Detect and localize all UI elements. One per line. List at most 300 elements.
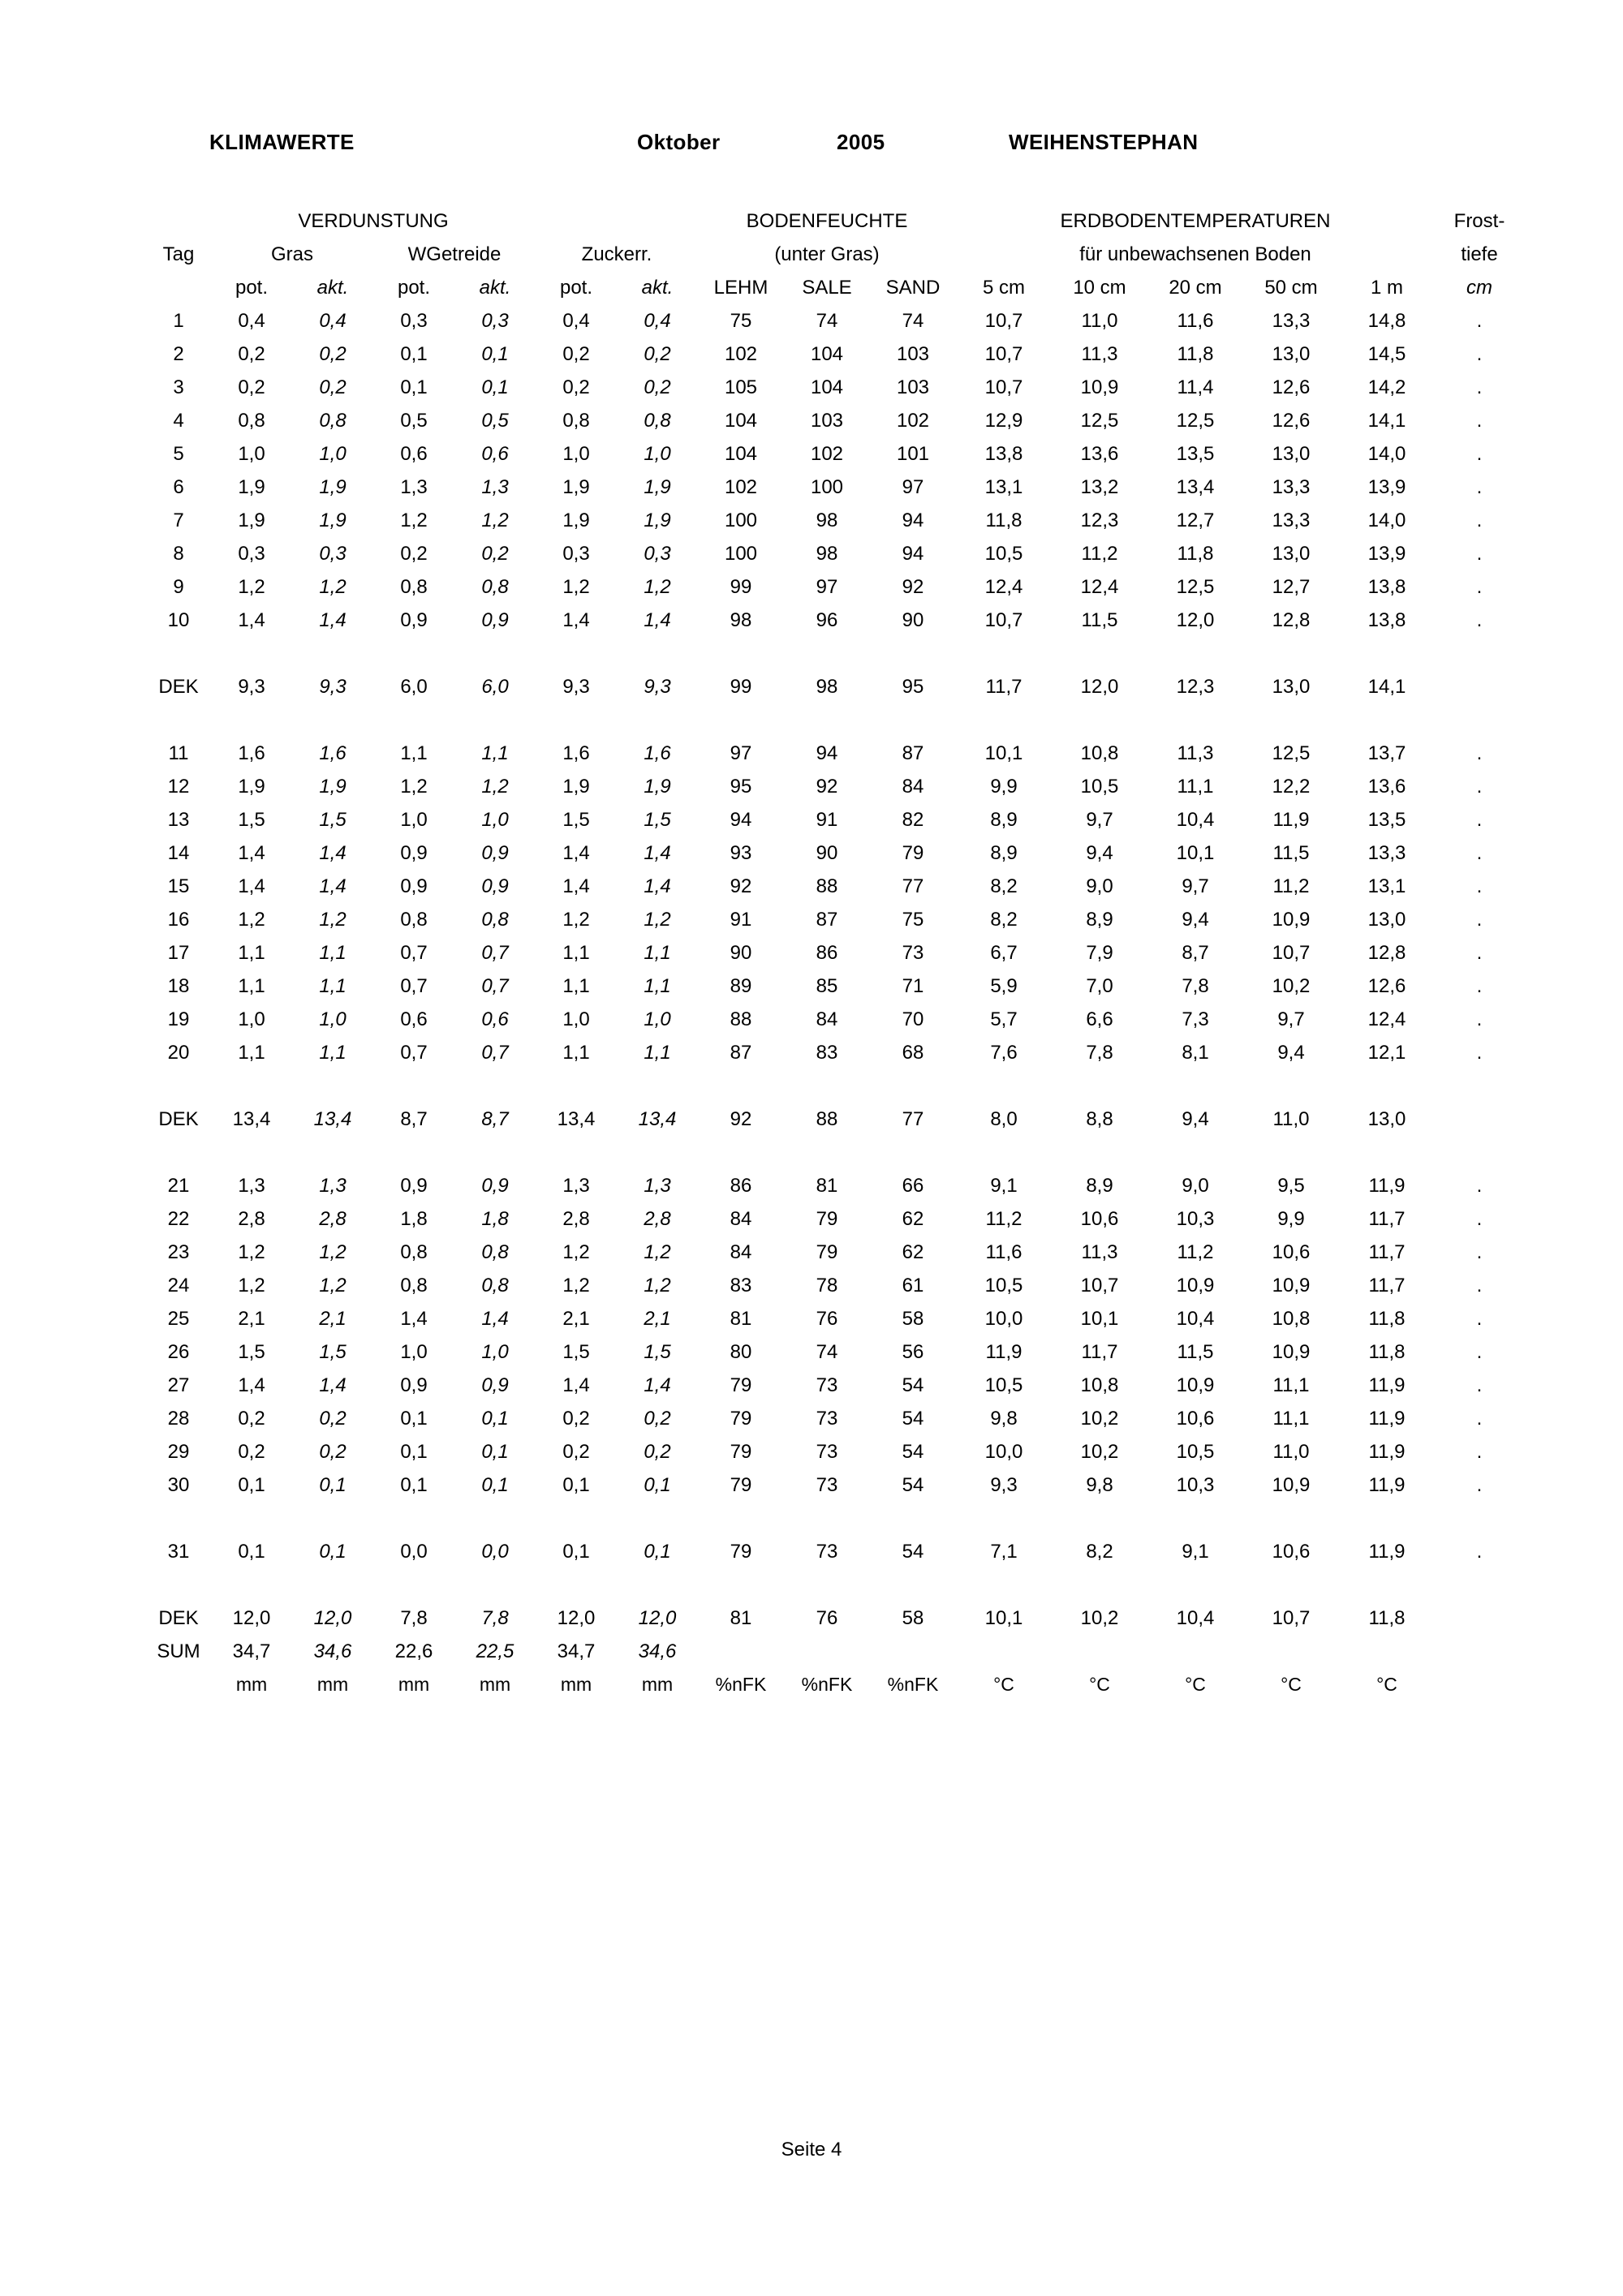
table-row [144, 570, 1524, 604]
cell-sale: 73 [816, 1541, 838, 1563]
cell-sand: 82 [902, 809, 924, 831]
cell-1m: 13,8 [1367, 609, 1406, 631]
cell-20cm: 8,7 [1182, 942, 1209, 964]
cell-lehm: 79 [730, 1474, 752, 1496]
cell-10cm: 11,2 [1081, 543, 1118, 565]
cell-zuckerr-akt: 1,9 [644, 510, 671, 531]
spacer-cell [144, 1568, 1524, 1602]
cell-zuckerr-pot: 0,2 [562, 1408, 590, 1430]
cell-sand: 103 [896, 343, 930, 365]
table-row [144, 1468, 1524, 1502]
cell-lehm: 105 [724, 376, 758, 398]
cell-gras-pot: 0,8 [238, 410, 265, 432]
cell-gras-pot: 1,1 [238, 975, 265, 997]
empty-cell [536, 204, 617, 238]
cell-5cm: 7,6 [990, 1042, 1018, 1064]
row-label: 26 [167, 1341, 190, 1363]
cell-wgetreide-akt: 6,0 [481, 676, 509, 698]
cell-lehm: 84 [730, 1241, 752, 1263]
cell-wgetreide-akt: 1,0 [481, 809, 509, 831]
cell-5cm: 9,9 [990, 776, 1018, 798]
cell-wgetreide-akt: 0,9 [481, 609, 509, 631]
cell-1m: 13,6 [1367, 776, 1406, 798]
cell-zuckerr-pot: 0,2 [562, 1441, 590, 1463]
table-row [144, 903, 1524, 936]
cell-10cm: 11,3 [1081, 1241, 1118, 1263]
cell-lehm: 98 [730, 609, 752, 631]
title-klimawerte: KLIMAWERTE [209, 130, 355, 154]
cell-20cm: 13,5 [1176, 443, 1215, 465]
cell-zuckerr-pot: 1,4 [562, 1374, 590, 1396]
cell-gras-akt: 1,4 [319, 609, 347, 631]
cell-wgetreide-akt: 0,5 [481, 410, 509, 432]
cell-frosttiefe: . [1476, 1042, 1483, 1064]
cell-10cm: 13,6 [1080, 443, 1119, 465]
cell-gras-akt: 0,1 [319, 1541, 347, 1563]
cell-50cm [1243, 1635, 1339, 1668]
cell-10cm: 12,3 [1080, 510, 1119, 531]
cell-gras-akt: 1,2 [319, 576, 347, 598]
cell-zuckerr-pot: 1,0 [562, 443, 590, 465]
cell-frosttiefe: . [1476, 1208, 1483, 1230]
cell-1m: 11,9 [1368, 1474, 1406, 1496]
col-header-sale: SALE [802, 277, 852, 299]
cell-wgetreide-akt: 0,7 [481, 1042, 509, 1064]
row-label: DEK [158, 676, 199, 698]
cell-50cm: 9,9 [1277, 1208, 1305, 1230]
cell-sale: 97 [816, 576, 838, 598]
cell-zuckerr-pot: 1,2 [562, 576, 590, 598]
cell-gras-akt: 12,0 [313, 1607, 352, 1629]
row-label: 4 [173, 410, 184, 432]
cell-zuckerr-pot: 0,3 [562, 543, 590, 565]
cell-50cm: 13,0 [1272, 343, 1311, 365]
cell-sand: 75 [902, 909, 924, 931]
cell-50cm: 13,3 [1272, 476, 1311, 498]
cell-gras-akt: 9,3 [319, 676, 347, 698]
col-header-lehm: LEHM [713, 277, 768, 299]
cell-sale: 92 [816, 776, 838, 798]
cell-frosttiefe: . [1476, 410, 1483, 432]
cell-wgetreide-pot: 0,7 [400, 1042, 428, 1064]
cell-sale: 73 [816, 1474, 838, 1496]
cell-1m: 11,8 [1368, 1308, 1406, 1330]
cell-sand: 94 [902, 510, 924, 531]
cell-zuckerr-pot: 0,4 [562, 310, 590, 332]
unit-20cm: °C [1185, 1674, 1206, 1695]
header-unbewachsen: für unbewachsenen Boden [1079, 243, 1311, 265]
cell-50cm: 10,9 [1272, 1275, 1311, 1296]
cell-zuckerr-pot: 1,9 [562, 476, 590, 498]
cell-gras-akt: 1,6 [319, 742, 347, 764]
cell-50cm: 9,7 [1277, 1008, 1305, 1030]
unit-lehm: %nFK [715, 1674, 767, 1695]
row-spacer [144, 1568, 1524, 1602]
cell-lehm [698, 1635, 784, 1668]
cell-frosttiefe: . [1476, 476, 1483, 498]
cell-20cm: 7,8 [1182, 975, 1209, 997]
cell-wgetreide-akt: 0,9 [481, 1175, 509, 1197]
cell-frosttiefe: . [1476, 510, 1483, 531]
cell-50cm: 10,9 [1272, 1341, 1311, 1363]
cell-50cm: 10,6 [1272, 1241, 1311, 1263]
cell-wgetreide-pot: 0,6 [400, 443, 428, 465]
col-header-frost-unit: cm [1466, 277, 1492, 299]
cell-wgetreide-pot: 22,6 [394, 1640, 433, 1662]
cell-wgetreide-akt: 1,8 [481, 1208, 509, 1230]
cell-wgetreide-pot: 0,1 [400, 1474, 428, 1496]
cell-50cm: 10,6 [1272, 1541, 1311, 1563]
table-units-row [144, 1668, 1524, 1701]
cell-50cm: 10,8 [1272, 1308, 1311, 1330]
table-sub-header-row [144, 238, 1524, 271]
cell-frosttiefe: . [1476, 975, 1483, 997]
row-label: 10 [167, 609, 190, 631]
cell-wgetreide-pot: 0,1 [400, 1408, 428, 1430]
row-label: 18 [167, 975, 190, 997]
cell-wgetreide-akt: 0,7 [481, 942, 509, 964]
row-label: 2 [173, 343, 184, 365]
cell-lehm: 99 [730, 676, 752, 698]
cell-10cm: 10,9 [1080, 376, 1119, 398]
cell-lehm: 100 [724, 510, 758, 531]
cell-gras-pot: 1,5 [238, 809, 265, 831]
col-header-gras-akt: akt. [316, 277, 349, 299]
table-row [144, 1169, 1524, 1202]
row-label: 14 [167, 842, 190, 864]
cell-lehm: 84 [730, 1208, 752, 1230]
cell-gras-akt: 1,5 [319, 809, 347, 831]
cell-zuckerr-akt: 0,1 [644, 1474, 671, 1496]
cell-lehm: 75 [730, 310, 752, 332]
cell-5cm: 10,0 [984, 1441, 1023, 1463]
row-label: 3 [173, 376, 184, 398]
cell-gras-pot: 1,9 [238, 776, 265, 798]
row-label: SUM [157, 1640, 200, 1662]
cell-1m: 13,0 [1367, 1108, 1406, 1130]
table-row [144, 338, 1524, 371]
table-row [144, 537, 1524, 570]
cell-gras-akt: 1,1 [319, 975, 347, 997]
cell-10cm: 11,5 [1081, 609, 1118, 631]
cell-20cm: 12,3 [1176, 676, 1215, 698]
cell-wgetreide-pot: 1,1 [400, 742, 428, 764]
row-label: 19 [167, 1008, 190, 1030]
cell-gras-akt: 13,4 [313, 1108, 352, 1130]
cell-wgetreide-akt: 0,7 [481, 975, 509, 997]
cell-20cm: 12,5 [1176, 576, 1215, 598]
cell-50cm: 10,7 [1272, 942, 1311, 964]
group-header-frost-line2: tiefe [1461, 243, 1498, 265]
cell-zuckerr-pot: 0,8 [562, 410, 590, 432]
cell-zuckerr-akt: 1,0 [644, 1008, 671, 1030]
cell-50cm: 12,2 [1272, 776, 1311, 798]
cell-lehm: 100 [724, 543, 758, 565]
cell-gras-akt: 1,3 [319, 1175, 347, 1197]
cell-10cm: 6,6 [1086, 1008, 1113, 1030]
row-label: 29 [167, 1441, 190, 1463]
cell-wgetreide-pot: 0,8 [400, 576, 428, 598]
cell-1m: 11,7 [1368, 1275, 1406, 1296]
cell-gras-pot: 1,2 [238, 909, 265, 931]
cell-20cm [1147, 1635, 1243, 1668]
table-row [144, 504, 1524, 537]
cell-sale: 98 [816, 676, 838, 698]
cell-zuckerr-pot: 1,5 [562, 1341, 590, 1363]
cell-20cm: 9,4 [1182, 909, 1209, 931]
table-row [144, 936, 1524, 970]
cell-gras-pot: 2,1 [238, 1308, 265, 1330]
spacer-cell [144, 1069, 1524, 1103]
cell-frosttiefe: . [1476, 842, 1483, 864]
row-label: 24 [167, 1275, 190, 1296]
cell-50cm: 12,5 [1272, 742, 1311, 764]
cell-frosttiefe: . [1476, 1541, 1483, 1563]
title-station: WEIHENSTEPHAN [1009, 130, 1199, 154]
cell-wgetreide-pot: 0,8 [400, 1275, 428, 1296]
group-header-verdunstung: VERDUNSTUNG [298, 210, 449, 232]
cell-sand: 97 [902, 476, 924, 498]
cell-lehm: 79 [730, 1541, 752, 1563]
cell-sale: 85 [816, 975, 838, 997]
cell-gras-akt: 0,2 [319, 343, 347, 365]
cell-frosttiefe: . [1476, 942, 1483, 964]
cell-zuckerr-pot: 1,0 [562, 1008, 590, 1030]
cell-20cm: 7,3 [1182, 1008, 1209, 1030]
cell-frosttiefe: . [1476, 809, 1483, 831]
table-row [144, 870, 1524, 903]
cell-lehm: 89 [730, 975, 752, 997]
cell-20cm: 10,9 [1176, 1374, 1215, 1396]
cell-5cm: 8,9 [990, 809, 1018, 831]
cell-frosttiefe: . [1476, 609, 1483, 631]
cell-gras-pot: 0,1 [238, 1474, 265, 1496]
empty-cell [144, 204, 211, 238]
cell-zuckerr-akt: 1,2 [644, 576, 671, 598]
title-month: Oktober [637, 130, 721, 154]
unit-5cm: °C [993, 1674, 1014, 1695]
cell-20cm: 12,7 [1176, 510, 1215, 531]
cell-gras-akt: 2,1 [319, 1308, 347, 1330]
unit-wgetreide-akt: mm [479, 1674, 511, 1695]
cell-50cm: 13,0 [1272, 676, 1311, 698]
spacer-cell [144, 637, 1524, 670]
table-row [144, 1003, 1524, 1036]
cell-wgetreide-pot: 0,1 [400, 376, 428, 398]
cell-1m: 13,9 [1367, 543, 1406, 565]
cell-zuckerr-akt: 1,0 [644, 443, 671, 465]
cell-gras-akt: 0,8 [319, 410, 347, 432]
cell-50cm: 11,5 [1272, 842, 1310, 864]
cell-zuckerr-akt: 1,5 [644, 1341, 671, 1363]
cell-1m: 14,0 [1367, 443, 1406, 465]
cell-5cm: 10,5 [984, 1374, 1023, 1396]
cell-zuckerr-pot: 1,4 [562, 842, 590, 864]
table-row [144, 304, 1524, 338]
cell-sale: 73 [816, 1408, 838, 1430]
row-label: 8 [173, 543, 184, 565]
cell-zuckerr-pot: 13,4 [557, 1108, 596, 1130]
row-label: 11 [168, 742, 189, 764]
cell-10cm: 10,8 [1080, 1374, 1119, 1396]
row-label: 1 [173, 310, 184, 332]
spacer-cell [144, 1502, 1524, 1535]
cell-gras-pot: 1,9 [238, 476, 265, 498]
cell-20cm: 10,3 [1176, 1474, 1215, 1496]
cell-zuckerr-akt: 0,1 [644, 1541, 671, 1563]
cell-sale: 98 [816, 543, 838, 565]
cell-gras-akt: 1,9 [319, 476, 347, 498]
cell-wgetreide-pot: 0,1 [400, 343, 428, 365]
col-header-5cm: 5 cm [982, 277, 1025, 299]
cell-zuckerr-pot: 1,4 [562, 609, 590, 631]
table-row [144, 1269, 1524, 1302]
cell-5cm [956, 1635, 1052, 1668]
cell-10cm: 7,8 [1086, 1042, 1113, 1064]
col-header-zuckerr-pot: pot. [559, 277, 593, 299]
cell-wgetreide-akt: 1,0 [481, 1341, 509, 1363]
cell-gras-pot: 0,2 [238, 1408, 265, 1430]
cell-5cm: 5,7 [990, 1008, 1018, 1030]
cell-gras-pot: 0,4 [238, 310, 265, 332]
cell-wgetreide-akt: 0,8 [481, 1275, 509, 1296]
cell-50cm: 11,1 [1272, 1408, 1310, 1430]
unit-gras-pot: mm [235, 1674, 268, 1695]
col-header-gras-pot: pot. [235, 277, 269, 299]
cell-50cm: 13,0 [1272, 443, 1311, 465]
cell-lehm: 79 [730, 1408, 752, 1430]
row-label: 20 [167, 1042, 190, 1064]
cell-50cm: 10,9 [1272, 1474, 1311, 1496]
cell-10cm: 8,2 [1086, 1541, 1113, 1563]
cell-1m: 12,1 [1367, 1042, 1406, 1064]
cell-zuckerr-akt: 1,2 [644, 909, 671, 931]
cell-sand: 101 [896, 443, 930, 465]
cell-10cm: 12,0 [1080, 676, 1119, 698]
cell-20cm: 10,4 [1176, 1308, 1215, 1330]
cell-sand: 102 [896, 410, 930, 432]
cell-gras-akt: 1,2 [319, 1275, 347, 1296]
cell-sand: 71 [902, 975, 924, 997]
cell-zuckerr-pot: 1,9 [562, 510, 590, 531]
cell-20cm: 9,4 [1182, 1108, 1209, 1130]
cell-wgetreide-akt: 0,0 [481, 1541, 509, 1563]
cell-1m: 12,8 [1367, 942, 1406, 964]
table-column-header-row [144, 271, 1524, 304]
cell-sand: 61 [902, 1275, 924, 1296]
cell-zuckerr-akt: 1,4 [644, 842, 671, 864]
cell-20cm: 11,5 [1177, 1341, 1214, 1363]
cell-gras-pot: 12,0 [232, 1607, 271, 1629]
table-row [144, 803, 1524, 836]
cell-zuckerr-akt: 0,2 [644, 1408, 671, 1430]
cell-gras-akt: 1,0 [319, 1008, 347, 1030]
cell-10cm: 10,2 [1080, 1441, 1119, 1463]
row-label: 5 [173, 443, 184, 465]
cell-5cm: 8,9 [990, 842, 1018, 864]
cell-zuckerr-pot: 2,1 [562, 1308, 590, 1330]
cell-gras-akt: 1,9 [319, 776, 347, 798]
cell-50cm: 11,9 [1272, 809, 1310, 831]
cell-20cm: 11,2 [1177, 1241, 1214, 1263]
cell-zuckerr-pot: 2,8 [562, 1208, 590, 1230]
cell-sale: 102 [810, 443, 844, 465]
cell-sale: 100 [810, 476, 844, 498]
table-row [144, 604, 1524, 637]
cell-sand: 70 [902, 1008, 924, 1030]
cell-5cm: 7,1 [990, 1541, 1018, 1563]
cell-frosttiefe: . [1476, 1441, 1483, 1463]
cell-10cm: 10,1 [1080, 1308, 1119, 1330]
cell-frosttiefe [1435, 670, 1524, 703]
cell-50cm: 11,1 [1272, 1374, 1310, 1396]
cell-wgetreide-akt: 1,4 [481, 1308, 509, 1330]
cell-5cm: 10,7 [984, 343, 1023, 365]
cell-gras-pot: 13,4 [232, 1108, 271, 1130]
cell-wgetreide-pot: 1,4 [400, 1308, 428, 1330]
cell-20cm: 10,3 [1176, 1208, 1215, 1230]
table-row [144, 437, 1524, 471]
cell-sand: 73 [902, 942, 924, 964]
cell-sale: 98 [816, 510, 838, 531]
cell-zuckerr-pot: 0,2 [562, 343, 590, 365]
cell-1m: 13,8 [1367, 576, 1406, 598]
cell-1m: 11,9 [1368, 1374, 1406, 1396]
cell-zuckerr-akt: 9,3 [644, 676, 671, 698]
cell-sand: 77 [902, 1108, 924, 1130]
cell-zuckerr-pot: 1,1 [562, 942, 590, 964]
cell-sale: 87 [816, 909, 838, 931]
cell-gras-pot: 1,3 [238, 1175, 265, 1197]
cell-zuckerr-akt: 12,0 [638, 1607, 677, 1629]
cell-20cm: 9,0 [1182, 1175, 1209, 1197]
cell-20cm: 12,5 [1176, 410, 1215, 432]
cell-5cm: 10,1 [984, 742, 1023, 764]
cell-zuckerr-akt: 1,1 [644, 942, 671, 964]
cell-wgetreide-pot: 8,7 [400, 1108, 428, 1130]
cell-gras-pot: 9,3 [238, 676, 265, 698]
cell-10cm: 9,0 [1086, 875, 1113, 897]
cell-20cm: 10,5 [1176, 1441, 1215, 1463]
cell-5cm: 8,0 [990, 1108, 1018, 1130]
cell-zuckerr-pot: 0,2 [562, 376, 590, 398]
cell-5cm: 9,1 [990, 1175, 1018, 1197]
cell-50cm: 13,3 [1272, 510, 1311, 531]
cell-frosttiefe: . [1476, 1241, 1483, 1263]
row-label: 13 [167, 809, 190, 831]
cell-sand: 56 [902, 1341, 924, 1363]
cell-frosttiefe: . [1476, 909, 1483, 931]
cell-20cm: 11,6 [1177, 310, 1214, 332]
table-row-mean [144, 1635, 1524, 1668]
cell-1m: 14,2 [1367, 376, 1406, 398]
cell-5cm: 12,4 [984, 576, 1023, 598]
cell-zuckerr-akt: 1,3 [644, 1175, 671, 1197]
cell-zuckerr-pot: 1,5 [562, 809, 590, 831]
cell-gras-pot: 1,1 [238, 1042, 265, 1064]
cell-10cm: 10,6 [1080, 1208, 1119, 1230]
row-label: 30 [167, 1474, 190, 1496]
cell-wgetreide-akt: 0,1 [481, 1441, 509, 1463]
cell-sale: 74 [816, 310, 838, 332]
cell-frosttiefe: . [1476, 1374, 1483, 1396]
cell-sand: 103 [896, 376, 930, 398]
cell-sale: 104 [810, 343, 844, 365]
cell-lehm: 81 [730, 1607, 752, 1629]
cell-gras-pot: 1,2 [238, 1275, 265, 1296]
cell-5cm: 11,7 [985, 676, 1022, 698]
cell-zuckerr-akt: 1,4 [644, 875, 671, 897]
